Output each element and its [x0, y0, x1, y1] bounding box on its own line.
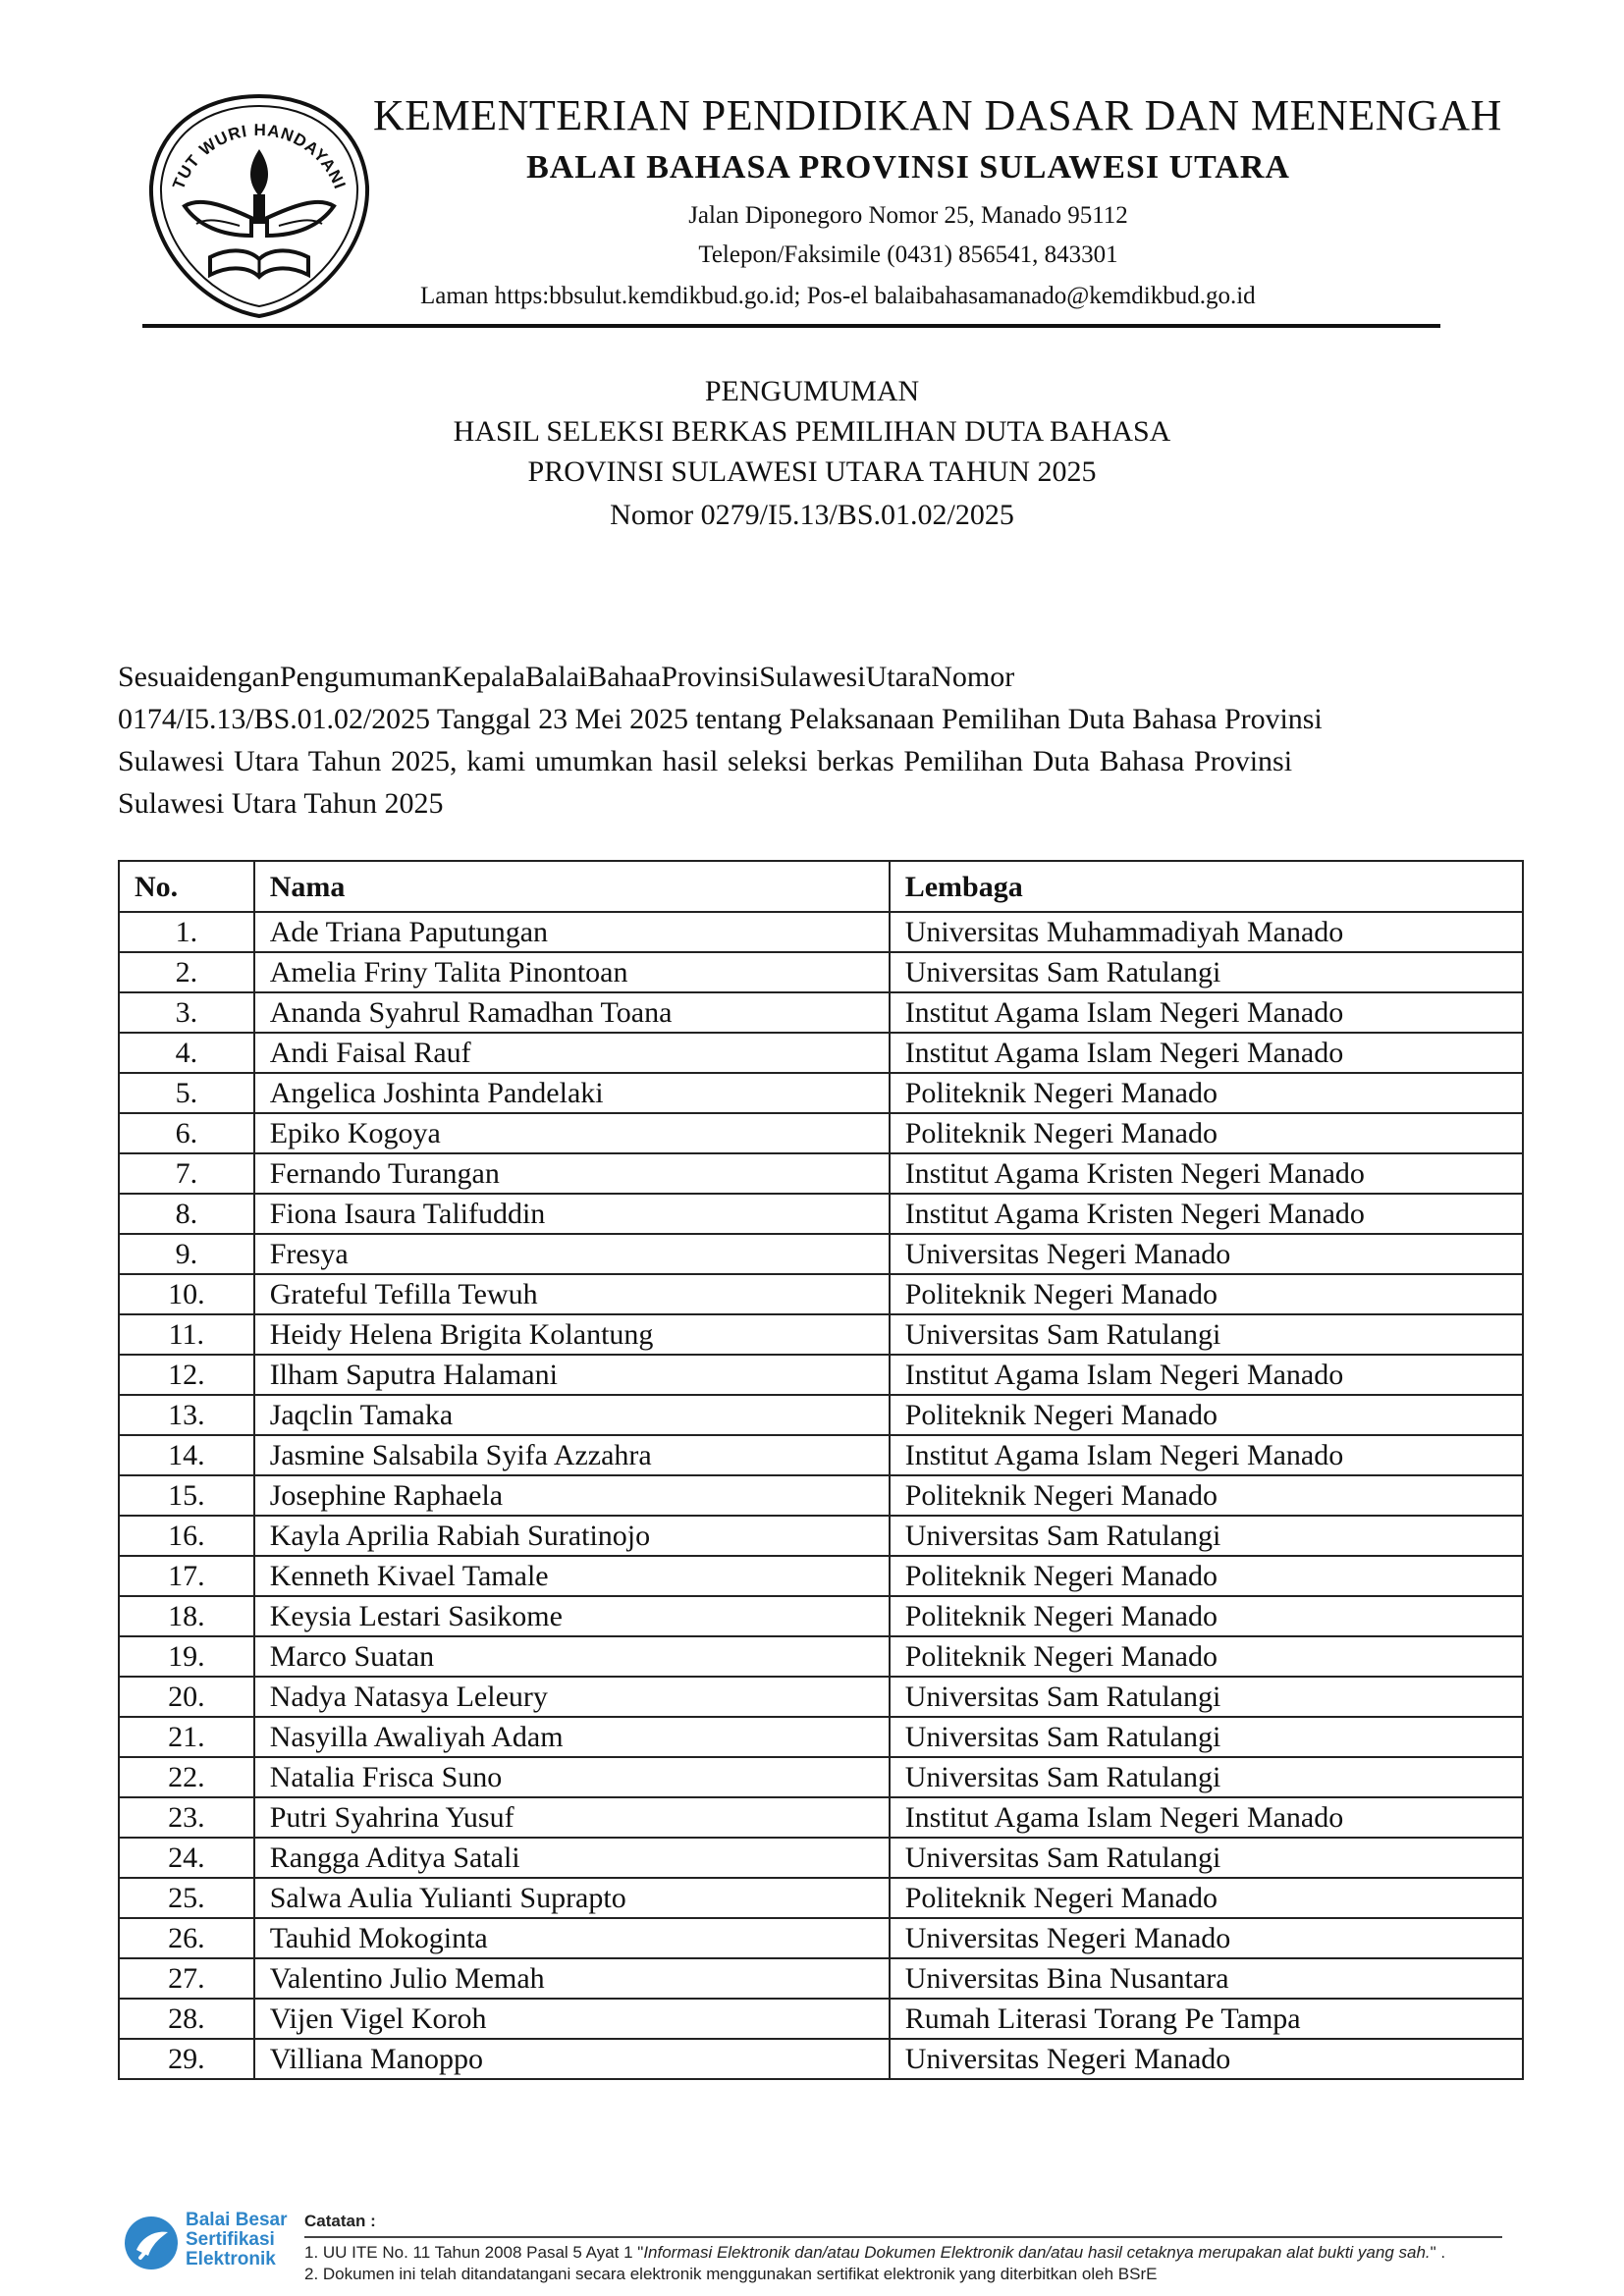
participant-name: Epiko Kogoya — [254, 1113, 890, 1153]
header-no: No. — [119, 861, 254, 912]
participant-name: Salwa Aulia Yulianti Suprapto — [254, 1878, 890, 1918]
institution: Universitas Bina Nusantara — [890, 1958, 1523, 1999]
table-row — [119, 1033, 1523, 1073]
participant-name: Kenneth Kivael Tamale — [254, 1556, 890, 1596]
row-number: 13. — [119, 1395, 254, 1435]
intro-word: Sulawesi — [759, 661, 866, 693]
institution: Universitas Negeri Manado — [890, 2039, 1523, 2079]
row-number: 16. — [119, 1516, 254, 1556]
row-number: 5. — [119, 1073, 254, 1113]
table-row — [119, 1717, 1523, 1757]
row-number: 4. — [119, 1033, 254, 1073]
intro-word: dengan — [194, 661, 280, 693]
institution: Institut Agama Kristen Negeri Manado — [890, 1153, 1523, 1194]
letterhead — [137, 82, 1502, 328]
table-row — [119, 952, 1523, 992]
row-number: 7. — [119, 1153, 254, 1194]
table-row — [119, 1757, 1523, 1797]
intro-word: Bahaa — [587, 661, 662, 693]
row-number: 24. — [119, 1838, 254, 1878]
participant-name: Jasmine Salsabila Syifa Azzahra — [254, 1435, 890, 1475]
institution: Universitas Muhammadiyah Manado — [890, 912, 1523, 952]
table-row — [119, 1435, 1523, 1475]
table-row — [119, 912, 1523, 952]
row-number: 19. — [119, 1636, 254, 1677]
row-number: 23. — [119, 1797, 254, 1838]
participant-name: Marco Suatan — [254, 1636, 890, 1677]
intro-paragraph — [118, 656, 1524, 825]
participant-name: Jaqclin Tamaka — [254, 1395, 890, 1435]
table-row — [119, 1194, 1523, 1234]
letterhead-text — [373, 82, 1502, 275]
ministry-name: KEMENTERIAN PENDIDIKAN DASAR DAN MENENGAH — [373, 91, 1502, 139]
row-number: 21. — [119, 1717, 254, 1757]
institution: Universitas Sam Ratulangi — [890, 1516, 1523, 1556]
table-row — [119, 1113, 1523, 1153]
participant-name: Fresya — [254, 1234, 890, 1274]
participant-name: Vijen Vigel Koroh — [254, 1999, 890, 2039]
participant-name: Rangga Aditya Satali — [254, 1838, 890, 1878]
participant-name: Fiona Isaura Talifuddin — [254, 1194, 890, 1234]
institution: Institut Agama Kristen Negeri Manado — [890, 1194, 1523, 1234]
svg-text:TUT WURI HANDAYANI: TUT WURI HANDAYANI — [169, 120, 350, 192]
table-row — [119, 992, 1523, 1033]
participant-name: Heidy Helena Brigita Kolantung — [254, 1314, 890, 1355]
intro-word: Sesuai — [118, 661, 195, 693]
row-number: 17. — [119, 1556, 254, 1596]
institution: Politeknik Negeri Manado — [890, 1113, 1523, 1153]
row-number: 11. — [119, 1314, 254, 1355]
table-row — [119, 1797, 1523, 1838]
office-web-email: Laman https:bbsulut.kemdikbud.go.id; Pos-el balaibahasamanado@kemdikbud.go.id — [420, 283, 1256, 309]
table-row — [119, 1596, 1523, 1636]
bsre-line-1: Balai Besar — [186, 2210, 288, 2230]
notes-title: Catatan : — [304, 2212, 376, 2230]
note-2: 2. Dokumen ini telah ditandatangani secara elektronik menggunakan sertifikat elektronik yang diterbitkan oleh BSrE — [304, 2265, 1158, 2283]
tut-wuri-handayani-logo — [141, 88, 377, 324]
intro-word: Provinsi — [661, 661, 760, 693]
institution: Politeknik Negeri Manado — [890, 1596, 1523, 1636]
institution: Institut Agama Islam Negeri Manado — [890, 1435, 1523, 1475]
institution: Politeknik Negeri Manado — [890, 1073, 1523, 1113]
institution: Politeknik Negeri Manado — [890, 1636, 1523, 1677]
footer — [123, 2211, 1527, 2289]
table-row — [119, 1556, 1523, 1596]
table-row — [119, 2039, 1523, 2079]
intro-word: Pengumuman — [279, 661, 442, 693]
row-number: 29. — [119, 2039, 254, 2079]
title-line-3: PROVINSI SULAWESI UTARA TAHUN 2025 — [527, 455, 1097, 488]
table-row — [119, 1838, 1523, 1878]
title-line-1: PENGUMUMAN — [704, 375, 920, 407]
row-number: 15. — [119, 1475, 254, 1516]
note-1-quote: Informasi Elektronik dan/atau Dokumen Elektronik dan/atau hasil cetaknya merupakan alat bukti yang sah. — [643, 2243, 1431, 2262]
institution: Politeknik Negeri Manado — [890, 1475, 1523, 1516]
row-number: 26. — [119, 1918, 254, 1958]
table-row — [119, 1677, 1523, 1717]
table-row — [119, 1314, 1523, 1355]
participant-name: Fernando Turangan — [254, 1153, 890, 1194]
table-row — [119, 1153, 1523, 1194]
institution: Universitas Sam Ratulangi — [890, 1838, 1523, 1878]
intro-line-4: Sulawesi Utara Tahun 2025 — [118, 787, 444, 820]
row-number: 9. — [119, 1234, 254, 1274]
institution: Institut Agama Islam Negeri Manado — [890, 1355, 1523, 1395]
participant-name: Natalia Frisca Suno — [254, 1757, 890, 1797]
footer-notes — [304, 2211, 1522, 2285]
institution: Politeknik Negeri Manado — [890, 1556, 1523, 1596]
table-row — [119, 1999, 1523, 2039]
row-number: 25. — [119, 1878, 254, 1918]
row-number: 14. — [119, 1435, 254, 1475]
row-number: 28. — [119, 1999, 254, 2039]
institution: Institut Agama Islam Negeri Manado — [890, 1033, 1523, 1073]
note-1-suffix: " . — [1430, 2243, 1446, 2262]
row-number: 12. — [119, 1355, 254, 1395]
table-row — [119, 1274, 1523, 1314]
row-number: 1. — [119, 912, 254, 952]
institution: Universitas Negeri Manado — [890, 1234, 1523, 1274]
institution: Rumah Literasi Torang Pe Tampa — [890, 1999, 1523, 2039]
institution: Universitas Negeri Manado — [890, 1918, 1523, 1958]
table-header-row — [119, 861, 1523, 912]
bsre-name — [186, 2211, 288, 2269]
table-row — [119, 1958, 1523, 1999]
office-address: Jalan Diponegoro Nomor 25, Manado 95112 — [688, 202, 1128, 229]
header-lembaga: Lembaga — [890, 861, 1523, 912]
participant-name: Amelia Friny Talita Pinontoan — [254, 952, 890, 992]
office-name: BALAI BAHASA PROVINSI SULAWESI UTARA — [526, 149, 1290, 186]
table-row — [119, 1516, 1523, 1556]
bsre-line-3: Elektronik — [186, 2249, 276, 2269]
participant-name: Nasyilla Awaliyah Adam — [254, 1717, 890, 1757]
intro-word: Kepala — [441, 661, 525, 693]
institution: Universitas Sam Ratulangi — [890, 1717, 1523, 1757]
row-number: 3. — [119, 992, 254, 1033]
participant-name: Grateful Tefilla Tewuh — [254, 1274, 890, 1314]
institution: Universitas Sam Ratulangi — [890, 1757, 1523, 1797]
institution: Politeknik Negeri Manado — [890, 1878, 1523, 1918]
table-row — [119, 1073, 1523, 1113]
selection-results-table — [118, 860, 1524, 2080]
row-number: 18. — [119, 1596, 254, 1636]
intro-word: Nomor — [931, 661, 1015, 693]
note-1-prefix: 1. UU ITE No. 11 Tahun 2008 Pasal 5 Ayat 1 " — [304, 2243, 644, 2262]
intro-line-2: 0174/I5.13/BS.01.02/2025 Tanggal 23 Mei 2025 tentang Pelaksanaan Pemilihan Duta Bahasa Provinsi — [118, 703, 1323, 735]
note-1 — [304, 2242, 1522, 2264]
intro-word: Utara — [865, 661, 932, 693]
row-number: 6. — [119, 1113, 254, 1153]
institution: Universitas Sam Ratulangi — [890, 1314, 1523, 1355]
table-row — [119, 1395, 1523, 1435]
table-row — [119, 1355, 1523, 1395]
participant-name: Ananda Syahrul Ramadhan Toana — [254, 992, 890, 1033]
participant-name: Putri Syahrina Yusuf — [254, 1797, 890, 1838]
header-nama: Nama — [254, 861, 890, 912]
table-row — [119, 1918, 1523, 1958]
announcement-number: Nomor 0279/I5.13/BS.01.02/2025 — [610, 499, 1014, 531]
row-number: 2. — [119, 952, 254, 992]
notes-divider — [304, 2236, 1502, 2238]
participant-name: Villiana Manoppo — [254, 2039, 890, 2079]
institution: Politeknik Negeri Manado — [890, 1274, 1523, 1314]
row-number: 10. — [119, 1274, 254, 1314]
institution: Institut Agama Islam Negeri Manado — [890, 992, 1523, 1033]
participant-name: Ade Triana Paputungan — [254, 912, 890, 952]
institution: Universitas Sam Ratulangi — [890, 1677, 1523, 1717]
bsre-logo-icon — [123, 2215, 180, 2271]
table-row — [119, 1475, 1523, 1516]
participant-name: Valentino Julio Memah — [254, 1958, 890, 1999]
table-row — [119, 1878, 1523, 1918]
title-line-2: HASIL SELEKSI BERKAS PEMILIHAN DUTA BAHASA — [453, 415, 1171, 448]
bsre-line-2: Sertifikasi — [186, 2229, 275, 2250]
participant-name: Angelica Joshinta Pandelaki — [254, 1073, 890, 1113]
institution: Universitas Sam Ratulangi — [890, 952, 1523, 992]
participant-name: Kayla Aprilia Rabiah Suratinojo — [254, 1516, 890, 1556]
letterhead-divider — [142, 324, 1440, 328]
participant-name: Tauhid Mokoginta — [254, 1918, 890, 1958]
table-row — [119, 1234, 1523, 1274]
table-row — [119, 1636, 1523, 1677]
intro-word: Balai — [524, 661, 588, 693]
institution: Politeknik Negeri Manado — [890, 1395, 1523, 1435]
participant-name: Josephine Raphaela — [254, 1475, 890, 1516]
office-phone: Telepon/Faksimile (0431) 856541, 843301 — [698, 241, 1118, 268]
row-number: 27. — [119, 1958, 254, 1999]
announcement-title — [0, 371, 1624, 535]
intro-line-3: Sulawesi Utara Tahun 2025, kami umumkan hasil seleksi berkas Pemilihan Duta Bahasa Provinsi — [118, 745, 1293, 777]
row-number: 8. — [119, 1194, 254, 1234]
intro-line-1 — [118, 656, 1524, 698]
participant-name: Keysia Lestari Sasikome — [254, 1596, 890, 1636]
participant-name: Andi Faisal Rauf — [254, 1033, 890, 1073]
row-number: 20. — [119, 1677, 254, 1717]
institution: Institut Agama Islam Negeri Manado — [890, 1797, 1523, 1838]
participant-name: Nadya Natasya Leleury — [254, 1677, 890, 1717]
participant-name: Ilham Saputra Halamani — [254, 1355, 890, 1395]
row-number: 22. — [119, 1757, 254, 1797]
